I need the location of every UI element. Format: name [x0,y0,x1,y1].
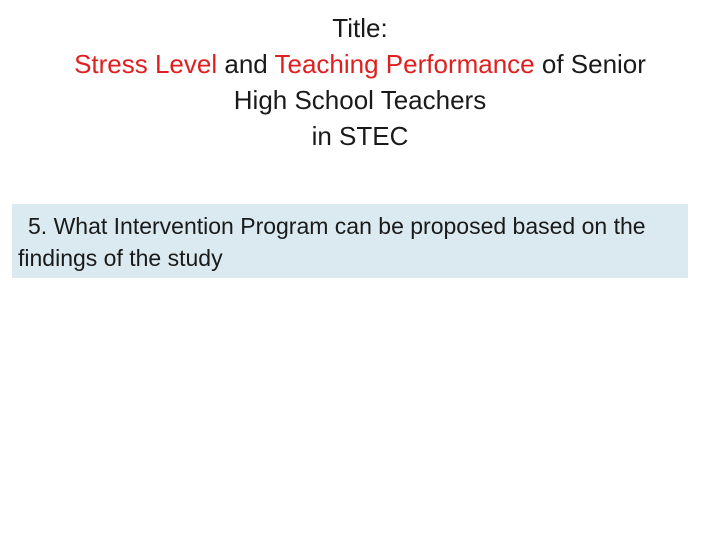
title-highlight-stress-level: Stress Level [74,49,218,79]
title-line-2 [20,46,700,82]
title-highlight-teaching-performance: Teaching Performance [274,49,535,79]
title-suffix: of Senior [534,49,646,79]
title-line-4: in STEC [311,121,409,151]
question-box [12,204,688,278]
title-line-3: High School Teachers [233,85,487,115]
title-connector: and [217,49,275,79]
slide-title [20,10,700,154]
question-text: 5. What Intervention Program can be proposed based on the findings of the study [18,213,646,271]
title-label: Title: [332,13,388,43]
